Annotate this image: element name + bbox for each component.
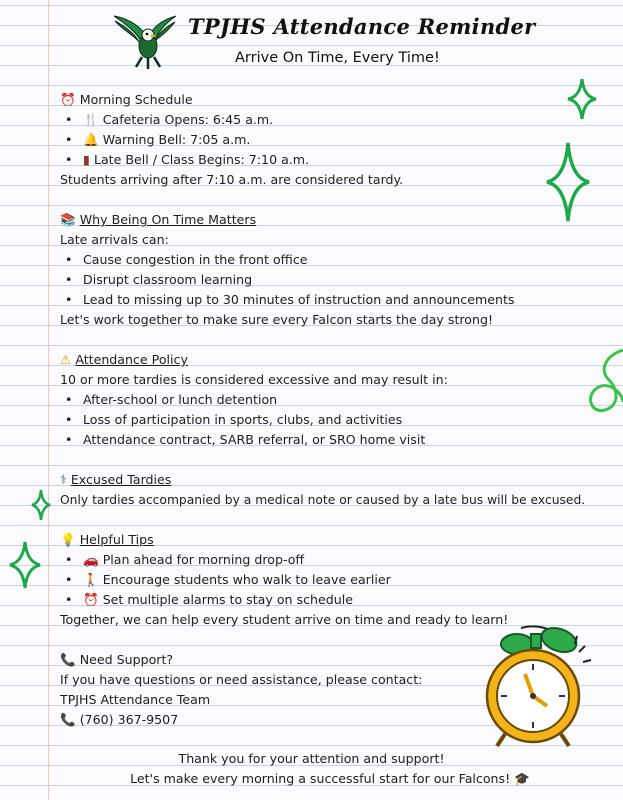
support-intro: If you have questions or need assistance, please contact: <box>60 672 423 687</box>
policy-item: • After-school or lunch detention <box>65 392 278 407</box>
morning-heading: Morning Schedule <box>79 92 193 107</box>
excused-heading: Excused Tardies <box>70 472 172 487</box>
policy-item: • Loss of participation in sports, clubs, and activities <box>65 412 403 427</box>
policy-item: • Attendance contract, SARB referral, or SRO home visit <box>65 432 426 447</box>
books-icon: 📚 <box>60 212 76 227</box>
sparkle-icon <box>545 140 591 224</box>
sparkle-icon <box>566 77 598 121</box>
clock-icon: ⏰ <box>83 592 103 607</box>
support-phone: (760) 367-9507 <box>79 712 179 727</box>
walking-person-icon: 🚶 <box>83 572 103 587</box>
why-closing: Let's work together to make sure every Falcon starts the day strong! <box>60 312 494 327</box>
door-icon: ▮ <box>83 152 94 167</box>
alarm-clock-illustration <box>475 622 595 750</box>
support-heading: Need Support? <box>79 652 174 667</box>
policy-intro: 10 or more tardies is considered excessive and may result in: <box>60 372 448 387</box>
morning-item: • ▮ Late Bell / Class Begins: 7:10 a.m. <box>65 152 310 167</box>
lightbulb-icon: 💡 <box>60 532 76 547</box>
page-title: TPJHS Attendance Reminder <box>188 14 536 39</box>
why-heading: Why Being On Time Matters <box>79 212 257 227</box>
tips-heading: Helpful Tips <box>79 532 154 547</box>
swirl-decoration <box>575 340 623 420</box>
tips-closing: Together, we can help every student arrive on time and ready to learn! <box>60 612 509 627</box>
why-intro: Late arrivals can: <box>60 232 169 247</box>
tips-item: • 🚶 Encourage students who walk to leave earlier <box>65 572 391 587</box>
support-phone-line <box>60 711 178 729</box>
morning-note: Students arriving after 7:10 a.m. are considered tardy. <box>60 172 404 187</box>
why-item: • Disrupt classroom learning <box>65 272 253 287</box>
why-heading-line <box>60 211 256 229</box>
tips-item: • ⏰ Set multiple alarms to stay on schedule <box>65 592 353 607</box>
morning-item: • 🍴 Cafeteria Opens: 6:45 a.m. <box>65 112 274 127</box>
car-icon: 🚗 <box>83 552 103 567</box>
why-item: • Cause congestion in the front office <box>65 252 308 267</box>
footer-line-2: Let's make every morning a successful start for our Falcons! <box>130 771 511 786</box>
warning-icon: ⚠ <box>60 352 72 367</box>
falcon-logo <box>112 13 178 71</box>
policy-heading-line <box>60 351 188 369</box>
footer-line-2-wrap <box>30 771 623 787</box>
excused-heading-line <box>60 471 171 489</box>
morning-item: • 🔔 Warning Bell: 7:05 a.m. <box>65 132 251 147</box>
support-team: TPJHS Attendance Team <box>60 692 211 707</box>
phone-icon: 📞 <box>60 652 76 667</box>
policy-heading: Attendance Policy <box>75 352 188 367</box>
notebook-margin-line <box>48 0 49 800</box>
graduation-cap-icon: 🎓 <box>514 771 530 786</box>
stethoscope-icon: ⚕ <box>60 472 67 487</box>
why-item: • Lead to missing up to 30 minutes of instruction and announcements <box>65 292 515 307</box>
sparkle-icon <box>30 488 52 522</box>
excused-text: Only tardies accompanied by a medical note or caused by a late bus will be excused. <box>60 493 586 507</box>
footer-line-1: Thank you for your attention and support! <box>178 751 445 766</box>
sparkle-icon <box>8 540 42 590</box>
alarm-clock-icon: ⏰ <box>60 92 76 107</box>
phone-icon: 📞 <box>60 712 76 727</box>
page-subtitle: Arrive On Time, Every Time! <box>235 50 440 66</box>
bell-icon: 🔔 <box>83 132 103 147</box>
fork-knife-icon: 🍴 <box>83 112 103 127</box>
morning-heading-line <box>60 91 193 109</box>
tips-item: • 🚗 Plan ahead for morning drop-off <box>65 552 305 567</box>
support-heading-line <box>60 651 173 669</box>
tips-heading-line <box>60 531 154 549</box>
